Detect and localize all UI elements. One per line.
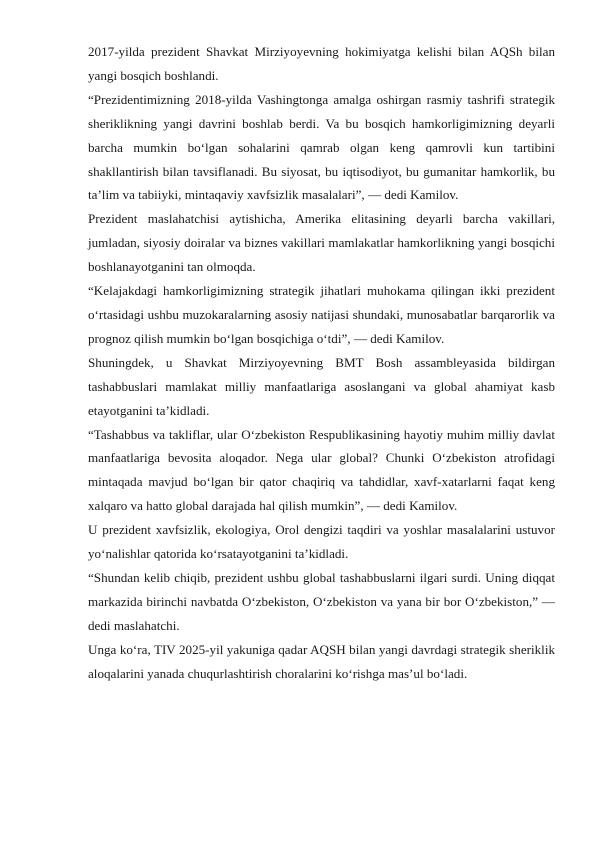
paragraph-4: “Kelajakdagi hamkorligimizning strategik jihatlari muhokama qilingan ikki prezident o‘rtasidagi ushbu muzokaralarning asosiy natijasi shundaki, munosabatlar barqarorlik va prognoz qilish mumkin bo‘lgan bosqichiga o‘tdi”, — dedi Kamilov. (88, 283, 555, 346)
paragraph-5: Shuningdek, u Shavkat Mirziyoyevning BMT Bosh assambleyasida bildirgan tashabbuslari mamlakat milliy manfaatlariga asoslangani va global ahamiyat kasb etayotganini ta’kidladi. (88, 354, 555, 418)
paragraph-8: “Shundan kelib chiqib, prezident ushbu global tashabbuslarni ilgari surdi. Uning diqqat markazida birinchi navbatda O‘zbekiston, O‘zbekiston va yana bir bor O‘zbekiston,” — dedi maslahatchi. (88, 569, 555, 633)
paragraph-6: “Tashabbus va takliflar, ular O‘zbekiston Respublikasining hayotiy muhim milliy davlat manfaatlariga bevosita aloqador. Nega ular global? Chunki O‘zbekiston atrofidagi mintaqada mavjud bo‘lgan bir qator chaqiriq va tahdidlar, xavf-xatarlarni faqat keng xalqaro va hatto global darajada hal qilish mumkin”, — dedi Kamilov. (88, 426, 555, 514)
paragraph-9: Unga ko‘ra, TIV 2025-yil yakuniga qadar AQSH bilan yangi davrdagi strategik sheriklik aloqalarini yanada chuqurlashtirish choralarini ko‘rishga mas’ul bo‘ladi. (88, 641, 555, 681)
paragraph-7: U prezident xavfsizlik, ekologiya, Orol dengizi taqdiri va yoshlar masalalarini ustuvor yo‘nalishlar qatorida ko‘rsatayotganini ta’kidladi. (88, 522, 555, 562)
document-body (88, 40, 555, 685)
paragraph-1: 2017-yilda prezident Shavkat Mirziyoyevning hokimiyatga kelishi bilan AQSh bilan yangi bosqich boshlandi. (88, 44, 555, 83)
paragraph-3: Prezident maslahatchisi aytishicha, Amerika elitasining deyarli barcha vakillari, jumladan, siyosiy doiralar va biznes vakillari mamlakatlar hamkorlikning yangi bosqichi boshlanayotganini tan olmoqda. (88, 211, 555, 275)
paragraph-2: “Prezidentimizning 2018-yilda Vashingtonga amalga oshirgan rasmiy tashrifi strategik sheriklikning yangi davrini boshlab berdi. Va bu bosqich hamkorligimizning deyarli barcha mumkin bo‘lgan sohalarini qamrab olgan keng qamrovli kun tartibini shakllantirish bilan tavsiflanadi. Bu siyosat, bu iqtisodiyot, bu gumanitar hamkorlik, bu ta’lim va tabiiyki, mintaqaviy xavfsizlik masalalari”, — dedi Kamilov. (88, 91, 555, 203)
